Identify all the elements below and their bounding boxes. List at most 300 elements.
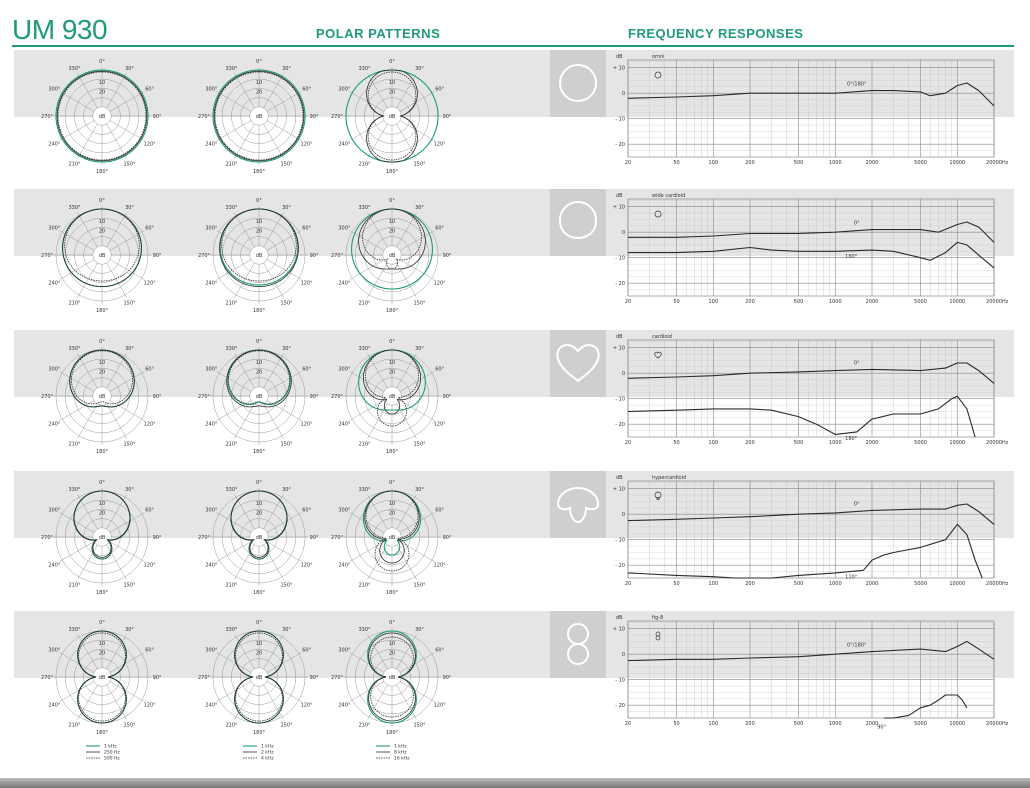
polar-ring-label: 20: [388, 650, 396, 657]
polar-angle-label: 60°: [145, 366, 155, 373]
polar-angle-label: 180°: [252, 729, 266, 736]
polar-patterns-header: POLAR PATTERNS: [316, 26, 441, 41]
series-label: 0°: [853, 360, 860, 367]
polar-angle-label: 120°: [433, 280, 446, 287]
x-unit-label: Hz: [1002, 721, 1009, 727]
polar-angle-label: 270°: [40, 674, 54, 681]
polar-center-label: dB: [388, 113, 396, 120]
y-tick-label: + 10: [612, 65, 625, 72]
x-tick-label: 1000: [828, 581, 842, 587]
polar-angle-label: 150°: [280, 441, 293, 448]
polar-ring-label: 20: [255, 228, 263, 235]
x-tick-label: 20: [624, 581, 632, 587]
polar-angle-label: 240°: [338, 141, 351, 148]
polar-angle-label: 120°: [433, 141, 446, 148]
polar-angle-label: 300°: [338, 366, 351, 373]
x-tick-label: 50: [673, 299, 680, 305]
polar-angle-label: 0°: [99, 338, 105, 345]
polar-angle-label: 180°: [385, 448, 399, 455]
polar-angle-label: 30°: [282, 205, 291, 212]
y-unit-label: dB: [616, 193, 623, 199]
polar-angle-label: 240°: [48, 562, 61, 569]
polar-angle-label: 150°: [123, 300, 136, 307]
response-curve: [628, 396, 975, 437]
polar-angle-label: 210°: [225, 722, 238, 729]
y-tick-label: 0: [621, 511, 625, 518]
polar-angle-label: 300°: [48, 507, 61, 514]
polar-center-label: dB: [388, 252, 396, 259]
polar-angle-label: 60°: [435, 647, 445, 654]
polar-angle-label: 180°: [252, 168, 266, 175]
x-tick-label: 5000: [914, 440, 927, 446]
polar-angle-label: 330°: [358, 627, 371, 634]
x-tick-label: 5000: [914, 299, 927, 305]
polar-angle-label: 60°: [302, 86, 312, 93]
pattern-label: hypercardioid: [652, 475, 687, 481]
polar-angle-label: 270°: [40, 113, 54, 120]
polar-angle-label: 60°: [435, 86, 445, 93]
polar-angle-label: 120°: [300, 562, 313, 569]
polar-angle-label: 180°: [252, 589, 266, 596]
polar-angle-label: 0°: [99, 197, 105, 204]
polar-angle-label: 150°: [280, 161, 293, 168]
polar-angle-label: 120°: [433, 421, 446, 428]
polar-angle-label: 300°: [205, 507, 218, 514]
polar-center-label: dB: [388, 534, 396, 541]
legend-label: 2 kHz: [261, 750, 274, 756]
legend-label: 500 Hz: [104, 756, 120, 762]
polar-angle-label: 0°: [389, 619, 395, 626]
polar-angle-label: 0°: [389, 479, 395, 486]
polar-angle-label: 270°: [197, 252, 211, 259]
polar-angle-label: 90°: [442, 252, 452, 259]
polar-angle-label: 240°: [48, 141, 61, 148]
polar-angle-label: 270°: [330, 674, 344, 681]
mini-cardioid-icon: [655, 352, 662, 358]
legend-label: 16 kHz: [394, 756, 410, 762]
polar-ring-label: 20: [388, 369, 396, 376]
polar-angle-label: 300°: [205, 225, 218, 232]
polar-angle-label: 120°: [300, 421, 313, 428]
polar-angle-label: 150°: [123, 722, 136, 729]
polar-angle-label: 150°: [280, 722, 293, 729]
polar-angle-label: 330°: [68, 205, 81, 212]
polar-angle-label: 210°: [68, 161, 81, 168]
polar-angle-label: 30°: [125, 627, 134, 634]
polar-angle-label: 210°: [358, 582, 371, 589]
polar-angle-label: 60°: [145, 647, 155, 654]
polar-angle-label: 150°: [413, 582, 426, 589]
polar-angle-label: 60°: [435, 366, 445, 373]
polar-angle-label: 60°: [435, 225, 445, 232]
polar-angle-label: 30°: [282, 627, 291, 634]
polar-angle-label: 210°: [358, 441, 371, 448]
legend-label: 1 kHz: [394, 744, 407, 750]
x-tick-label: 200: [745, 721, 755, 727]
x-tick-label: 20000: [986, 581, 1002, 587]
polar-angle-label: 60°: [145, 225, 155, 232]
y-unit-label: dB: [616, 54, 623, 60]
x-tick-label: 1000: [828, 299, 842, 305]
y-unit-label: dB: [616, 475, 623, 481]
y-tick-label: - 20: [615, 142, 625, 149]
polar-center-label: dB: [98, 674, 106, 681]
y-tick-label: + 10: [612, 486, 625, 493]
polar-angle-label: 330°: [68, 487, 81, 494]
x-tick-label: 100: [708, 440, 719, 446]
polar-angle-label: 90°: [442, 113, 452, 120]
polar-center-label: dB: [98, 252, 106, 259]
y-unit-label: dB: [616, 615, 623, 621]
product-title: UM 930: [12, 14, 108, 45]
pattern-label: fig-8: [652, 615, 664, 621]
polar-angle-label: 210°: [225, 582, 238, 589]
x-tick-label: 10000: [949, 440, 966, 446]
plot-frame: [628, 621, 994, 718]
polar-angle-label: 30°: [125, 346, 134, 353]
polar-angle-label: 60°: [145, 86, 155, 93]
polar-angle-label: 150°: [413, 722, 426, 729]
y-tick-label: + 10: [612, 345, 625, 352]
polar-angle-label: 240°: [205, 280, 218, 287]
x-tick-label: 2000: [865, 160, 879, 166]
polar-angle-label: 30°: [125, 66, 134, 73]
polar-angle-label: 150°: [123, 161, 136, 168]
mini-figure8-top: [656, 632, 660, 636]
polar-angle-label: 330°: [225, 627, 238, 634]
polar-ring-label: 10: [255, 501, 263, 508]
x-tick-label: 500: [793, 581, 804, 587]
polar-angle-label: 270°: [197, 674, 211, 681]
polar-angle-label: 150°: [123, 582, 136, 589]
polar-angle-label: 30°: [415, 487, 424, 494]
x-tick-label: 500: [793, 440, 804, 446]
y-tick-label: - 10: [615, 396, 625, 403]
y-tick-label: - 10: [615, 537, 625, 544]
polar-angle-label: 90°: [309, 393, 319, 400]
series-label: 0°/180°: [847, 81, 867, 88]
polar-angle-label: 330°: [68, 346, 81, 353]
polar-angle-label: 180°: [385, 168, 399, 175]
polar-center-label: dB: [98, 393, 106, 400]
y-tick-label: 0: [621, 370, 625, 377]
legend-label: 1 kHz: [261, 744, 274, 750]
legend-label: 1 kHz: [104, 744, 117, 750]
polar-angle-label: 270°: [40, 534, 54, 541]
pattern-label: cardioid: [652, 334, 672, 340]
polar-angle-label: 180°: [95, 448, 109, 455]
x-tick-label: 100: [708, 299, 719, 305]
polar-angle-label: 300°: [338, 507, 351, 514]
polar-angle-label: 300°: [338, 86, 351, 93]
response-curve: [628, 524, 982, 581]
polar-angle-label: 330°: [358, 205, 371, 212]
y-tick-label: - 10: [615, 677, 625, 684]
x-tick-label: 50: [673, 581, 680, 587]
polar-angle-label: 0°: [256, 338, 262, 345]
polar-ring-label: 10: [255, 80, 263, 87]
polar-ring-label: 20: [255, 369, 263, 376]
polar-ring-label: 10: [255, 219, 263, 226]
polar-angle-label: 30°: [282, 487, 291, 494]
polar-angle-label: 30°: [125, 487, 134, 494]
polar-ring-label: 20: [98, 369, 106, 376]
x-tick-label: 20000: [986, 721, 1002, 727]
frequency-response-chart: [613, 334, 1009, 446]
polar-angle-label: 300°: [338, 225, 351, 232]
x-tick-label: 5000: [914, 721, 927, 727]
y-tick-label: 0: [621, 229, 625, 236]
x-tick-label: 10000: [949, 581, 966, 587]
polar-ring-label: 10: [388, 80, 396, 87]
polar-angle-label: 0°: [99, 619, 105, 626]
polar-ring-label: 20: [388, 89, 396, 96]
y-tick-label: - 20: [615, 422, 625, 429]
polar-angle-label: 180°: [385, 729, 399, 736]
polar-angle-label: 60°: [302, 647, 312, 654]
polar-angle-label: 180°: [95, 729, 109, 736]
response-curve: [628, 83, 994, 106]
polar-angle-label: 180°: [95, 307, 109, 314]
polar-angle-label: 210°: [225, 161, 238, 168]
series-label: 180°: [845, 254, 858, 261]
polar-angle-label: 240°: [338, 702, 351, 709]
x-tick-label: 100: [708, 160, 719, 166]
y-tick-label: 0: [621, 651, 625, 658]
polar-angle-label: 90°: [309, 252, 319, 259]
polar-angle-label: 270°: [197, 393, 211, 400]
polar-angle-label: 0°: [256, 58, 262, 65]
polar-center-label: dB: [98, 113, 106, 120]
x-tick-label: 500: [793, 299, 804, 305]
polar-ring-label: 10: [98, 360, 106, 367]
y-tick-label: - 10: [615, 255, 625, 262]
polar-angle-label: 120°: [143, 141, 156, 148]
y-unit-label: dB: [616, 334, 623, 340]
polar-angle-label: 90°: [309, 674, 319, 681]
polar-angle-label: 210°: [68, 722, 81, 729]
polar-angle-label: 240°: [48, 702, 61, 709]
x-tick-label: 500: [793, 721, 804, 727]
polar-ring-label: 10: [388, 641, 396, 648]
y-tick-label: + 10: [612, 204, 625, 211]
y-tick-label: - 20: [615, 563, 625, 570]
plot-frame: [628, 199, 994, 296]
polar-angle-label: 330°: [358, 66, 371, 73]
polar-angle-label: 300°: [48, 647, 61, 654]
x-tick-label: 2000: [865, 440, 879, 446]
polar-angle-label: 330°: [358, 346, 371, 353]
polar-ring-label: 20: [98, 510, 106, 517]
polar-angle-label: 30°: [282, 346, 291, 353]
x-tick-label: 100: [708, 721, 719, 727]
x-tick-label: 5000: [914, 581, 927, 587]
x-tick-label: 100: [708, 581, 719, 587]
x-tick-label: 20: [624, 440, 632, 446]
polar-angle-label: 120°: [143, 421, 156, 428]
x-unit-label: Hz: [1002, 440, 1009, 446]
series-label: 0°: [853, 501, 860, 508]
polar-center-label: dB: [255, 252, 263, 259]
legend-label: 4 kHz: [261, 756, 274, 762]
polar-angle-label: 150°: [280, 582, 293, 589]
y-tick-label: + 10: [612, 626, 625, 633]
polar-ring-label: 20: [388, 510, 396, 517]
x-unit-label: Hz: [1002, 581, 1009, 587]
polar-angle-label: 330°: [68, 627, 81, 634]
polar-angle-label: 90°: [152, 674, 162, 681]
polar-angle-label: 150°: [413, 300, 426, 307]
polar-ring-label: 20: [255, 89, 263, 96]
polar-center-label: dB: [388, 393, 396, 400]
polar-angle-label: 180°: [385, 307, 399, 314]
x-tick-label: 500: [793, 160, 804, 166]
polar-ring-label: 10: [98, 501, 106, 508]
polar-angle-label: 240°: [48, 280, 61, 287]
x-tick-label: 1000: [828, 440, 842, 446]
polar-angle-label: 90°: [442, 393, 452, 400]
polar-angle-label: 300°: [48, 366, 61, 373]
response-curve: [628, 641, 994, 660]
polar-angle-label: 150°: [413, 441, 426, 448]
polar-angle-label: 60°: [302, 225, 312, 232]
y-tick-label: - 20: [615, 281, 625, 288]
polar-angle-label: 240°: [338, 562, 351, 569]
polar-ring-label: 10: [98, 641, 106, 648]
frequency-response-chart: [613, 193, 1009, 305]
polar-angle-label: 30°: [415, 627, 424, 634]
polar-angle-label: 90°: [152, 393, 162, 400]
pattern-label: omni: [652, 54, 665, 60]
y-tick-label: 0: [621, 90, 625, 97]
polar-angle-label: 150°: [123, 441, 136, 448]
polar-ring-label: 20: [98, 228, 106, 235]
polar-angle-label: 270°: [40, 393, 54, 400]
polar-angle-label: 210°: [68, 300, 81, 307]
polar-angle-label: 240°: [205, 702, 218, 709]
polar-ring-label: 20: [388, 228, 396, 235]
frequency-response-chart: [613, 615, 1009, 731]
x-tick-label: 200: [745, 160, 755, 166]
polar-ring-label: 10: [388, 219, 396, 226]
x-tick-label: 20000: [986, 440, 1002, 446]
polar-angle-label: 0°: [256, 619, 262, 626]
polar-ring-label: 10: [388, 360, 396, 367]
polar-angle-label: 0°: [389, 58, 395, 65]
polar-angle-label: 210°: [68, 441, 81, 448]
polar-angle-label: 300°: [205, 647, 218, 654]
x-tick-label: 200: [745, 299, 755, 305]
polar-angle-label: 300°: [48, 225, 61, 232]
polar-angle-label: 210°: [225, 441, 238, 448]
polar-angle-label: 270°: [330, 113, 344, 120]
y-tick-label: - 20: [615, 703, 625, 710]
polar-center-label: dB: [388, 674, 396, 681]
polar-angle-label: 120°: [143, 702, 156, 709]
frequency-response-chart: [613, 475, 1009, 587]
polar-angle-label: 270°: [330, 252, 344, 259]
polar-ring-label: 10: [388, 501, 396, 508]
frequency-responses-header: FREQUENCY RESPONSES: [628, 26, 804, 41]
polar-angle-label: 0°: [389, 338, 395, 345]
y-tick-label: - 10: [615, 116, 625, 123]
polar-angle-label: 120°: [300, 702, 313, 709]
polar-angle-label: 30°: [415, 66, 424, 73]
series-label: 0°/180°: [847, 642, 867, 649]
mini-wide-cardioid-icon: [655, 211, 661, 217]
polar-angle-label: 240°: [205, 421, 218, 428]
polar-angle-label: 0°: [389, 197, 395, 204]
x-tick-label: 200: [745, 581, 755, 587]
polar-angle-label: 60°: [302, 507, 312, 514]
polar-angle-label: 0°: [99, 479, 105, 486]
polar-angle-label: 120°: [143, 280, 156, 287]
x-tick-label: 1000: [828, 721, 842, 727]
polar-ring-label: 10: [98, 80, 106, 87]
polar-angle-label: 30°: [125, 205, 134, 212]
polar-angle-label: 300°: [205, 366, 218, 373]
polar-angle-label: 210°: [358, 722, 371, 729]
polar-angle-label: 270°: [40, 252, 54, 259]
x-tick-label: 50: [673, 721, 680, 727]
polar-angle-label: 120°: [433, 702, 446, 709]
polar-angle-label: 30°: [282, 66, 291, 73]
polar-angle-label: 120°: [300, 141, 313, 148]
x-tick-label: 20000: [986, 160, 1002, 166]
bottom-bar: [0, 778, 1030, 788]
polar-angle-label: 150°: [280, 300, 293, 307]
mini-omni-icon: [655, 72, 661, 78]
x-tick-label: 50: [673, 160, 680, 166]
x-tick-label: 10000: [949, 299, 966, 305]
series-label: 180°: [845, 435, 858, 442]
polar-angle-label: 270°: [330, 393, 344, 400]
polar-angle-label: 330°: [68, 66, 81, 73]
x-tick-label: 10000: [949, 160, 966, 166]
polar-center-label: dB: [255, 393, 263, 400]
polar-angle-label: 180°: [95, 168, 109, 175]
polar-angle-label: 210°: [68, 582, 81, 589]
polar-angle-label: 300°: [48, 86, 61, 93]
polar-angle-label: 150°: [413, 161, 426, 168]
polar-angle-label: 210°: [358, 300, 371, 307]
polar-angle-label: 330°: [225, 205, 238, 212]
polar-angle-label: 270°: [197, 534, 211, 541]
polar-ring-label: 10: [255, 360, 263, 367]
polar-angle-label: 210°: [225, 300, 238, 307]
polar-angle-label: 240°: [205, 141, 218, 148]
polar-angle-label: 120°: [300, 280, 313, 287]
polar-angle-label: 180°: [252, 448, 266, 455]
polar-angle-label: 120°: [433, 562, 446, 569]
x-unit-label: Hz: [1002, 299, 1009, 305]
polar-angle-label: 330°: [225, 346, 238, 353]
pattern-label: wide cardioid: [652, 193, 686, 199]
polar-angle-label: 120°: [143, 562, 156, 569]
polar-angle-label: 60°: [145, 507, 155, 514]
x-tick-label: 1000: [828, 160, 842, 166]
x-unit-label: Hz: [1002, 160, 1009, 166]
x-tick-label: 2000: [865, 581, 879, 587]
response-curve: [884, 695, 967, 718]
x-tick-label: 20: [624, 160, 632, 166]
polar-angle-label: 90°: [309, 113, 319, 120]
polar-angle-label: 270°: [197, 113, 211, 120]
polar-angle-label: 330°: [225, 487, 238, 494]
polar-angle-label: 240°: [338, 421, 351, 428]
polar-center-label: dB: [255, 674, 263, 681]
x-tick-label: 50: [673, 440, 680, 446]
